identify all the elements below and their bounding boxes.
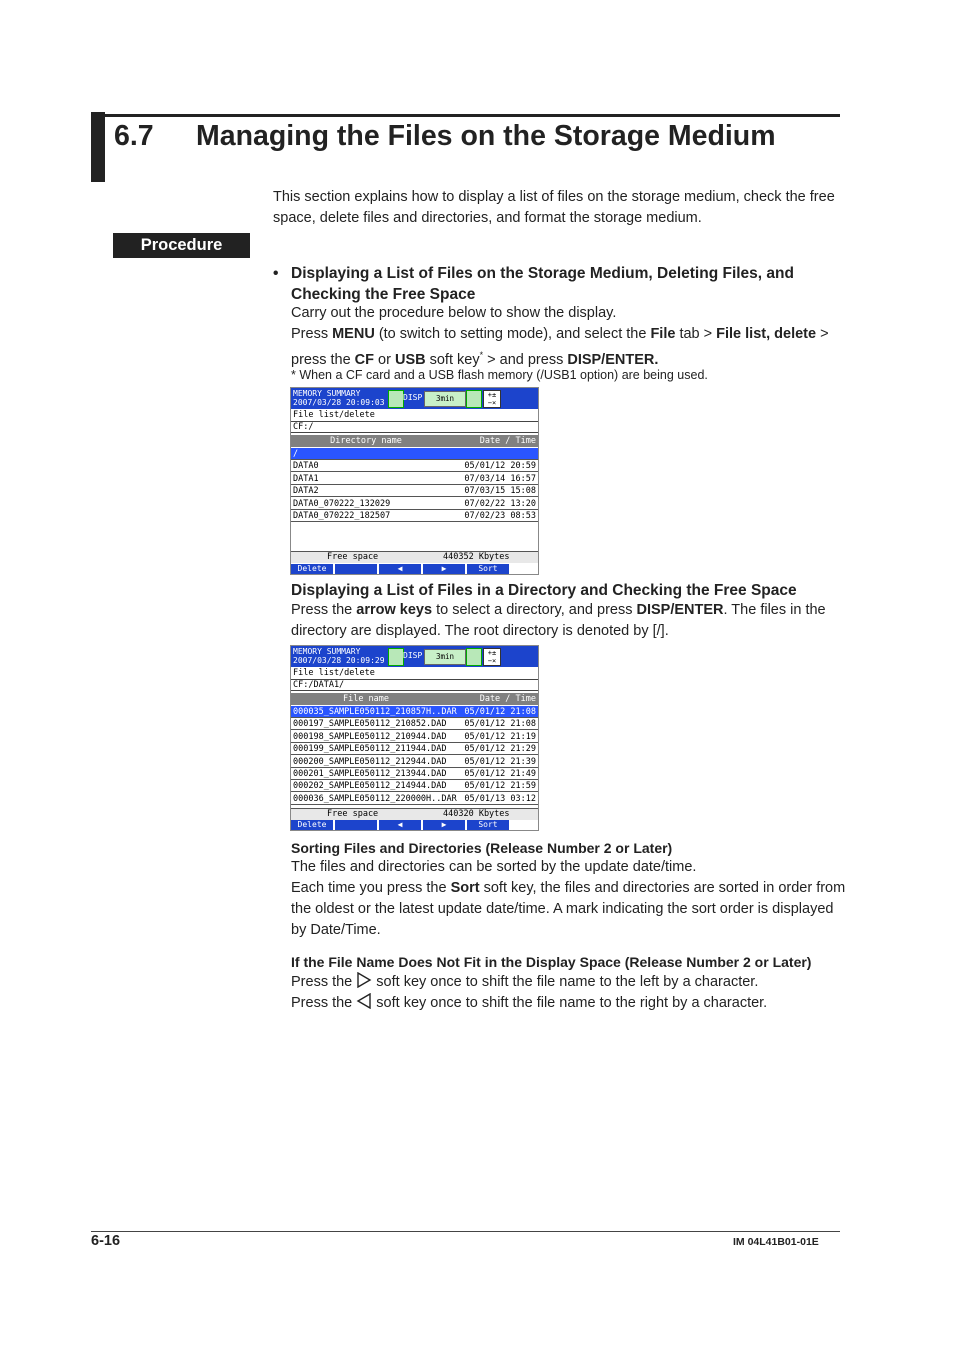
heading-rule bbox=[105, 114, 840, 117]
free-space: Free space 440352 Kbytes bbox=[291, 551, 538, 563]
section4-p2: Press the soft key once to shift the file name to the right by a character. bbox=[291, 995, 768, 1011]
file-row[interactable] bbox=[291, 485, 538, 497]
bullet: • bbox=[273, 265, 279, 282]
file-name: / bbox=[293, 449, 299, 459]
section4-body bbox=[291, 972, 767, 1014]
file-row[interactable] bbox=[291, 731, 538, 743]
screen-title: MEMORY SUMMARY bbox=[293, 647, 361, 656]
right-key[interactable]: ▶ bbox=[423, 564, 465, 574]
screen-path: CF:/ bbox=[291, 421, 538, 433]
page-title bbox=[114, 120, 776, 153]
section1-p3: press the CF or USB soft key* > and press DISP/ENTER. bbox=[291, 350, 659, 368]
section4-title: If the File Name Does Not Fit in the Display Space (Release Number 2 or Later) bbox=[291, 954, 812, 970]
section1-title bbox=[273, 263, 794, 305]
file-row[interactable] bbox=[291, 448, 538, 460]
section1-title-line2: Checking the Free Space bbox=[291, 286, 476, 303]
section2-body bbox=[291, 600, 826, 642]
file-name: 000035_SAMPLE050112_210857H..DAR bbox=[293, 707, 457, 717]
right-key[interactable]: ▶ bbox=[423, 820, 465, 830]
sort-key[interactable]: Sort bbox=[467, 564, 509, 574]
section-number: 6.7 bbox=[114, 120, 154, 152]
disp-label: DISP bbox=[403, 393, 423, 402]
delete-key[interactable]: Delete bbox=[291, 820, 333, 830]
file-name: 000198_SAMPLE050112_210944.DAD bbox=[293, 731, 447, 742]
file-list-screen-2 bbox=[290, 645, 539, 831]
screen-time: 2007/03/28 20:09:03 bbox=[293, 398, 385, 407]
file-date: 05/01/12 21:39 bbox=[464, 756, 536, 767]
file-name: DATA2 bbox=[293, 486, 319, 497]
file-name: 000197_SAMPLE050112_210852.DAD bbox=[293, 719, 447, 730]
section1-p1: Carry out the procedure below to show the display. bbox=[291, 305, 617, 321]
footnote: * When a CF card and a USB flash memory (/USB1 option) are being used. bbox=[291, 368, 708, 382]
file-date: 05/01/13 03:12 bbox=[464, 793, 536, 804]
soft-keys bbox=[291, 820, 538, 830]
file-row[interactable] bbox=[291, 706, 538, 718]
section3-title: Sorting Files and Directories (Release Number 2 or Later) bbox=[291, 840, 673, 856]
screen-time: 2007/03/28 20:09:29 bbox=[293, 656, 385, 665]
screen-title: MEMORY SUMMARY bbox=[293, 389, 361, 398]
file-row[interactable] bbox=[291, 756, 538, 768]
screen-status-bar bbox=[291, 646, 538, 667]
section3-p3: the oldest or the latest update date/time. A mark indicating the sort order is displayed bbox=[291, 901, 834, 917]
camera-icon bbox=[466, 648, 482, 666]
screen-column-header: File name Date / Time bbox=[291, 693, 538, 705]
file-date: 05/01/12 21:29 bbox=[464, 744, 536, 755]
intro-paragraph bbox=[273, 187, 835, 229]
camera-icon bbox=[466, 390, 482, 408]
file-name: DATA0_070222_182507 bbox=[293, 511, 391, 521]
math-icon: +±−× bbox=[483, 390, 501, 408]
footer-rule bbox=[91, 1231, 840, 1232]
section4-p1: Press the soft key once to shift the file name to the left by a character. bbox=[291, 974, 759, 990]
left-key[interactable]: ◀ bbox=[379, 564, 421, 574]
section2-p1: Press the arrow keys to select a directory, and press DISP/ENTER. The files in the bbox=[291, 602, 826, 618]
file-row[interactable] bbox=[291, 510, 538, 522]
file-date: 07/03/15 15:08 bbox=[464, 486, 536, 497]
procedure-label: Procedure bbox=[113, 233, 250, 258]
blank-key[interactable] bbox=[335, 564, 377, 574]
screen-menu-title: File list/delete bbox=[293, 410, 375, 420]
file-name: DATA1 bbox=[293, 473, 319, 484]
file-name: 000199_SAMPLE050112_211944.DAD bbox=[293, 744, 447, 755]
sort-key[interactable]: Sort bbox=[467, 820, 509, 830]
file-name: 000201_SAMPLE050112_213944.DAD bbox=[293, 769, 447, 779]
display-icon bbox=[388, 648, 404, 666]
file-row[interactable] bbox=[291, 780, 538, 792]
rate-indicator: 3min bbox=[424, 391, 466, 407]
section1-title-line1: Displaying a List of Files on the Storage Medium, Deleting Files, and bbox=[291, 265, 794, 282]
left-triangle-icon bbox=[356, 993, 372, 1009]
delete-key[interactable]: Delete bbox=[291, 564, 333, 574]
file-date: 05/01/12 20:59 bbox=[464, 461, 536, 472]
section3-p1: The files and directories can be sorted by the update date/time. bbox=[291, 859, 697, 875]
screen-menu-title: File list/delete bbox=[293, 668, 375, 678]
screen-path: CF:/DATA1/ bbox=[291, 679, 538, 691]
display-icon bbox=[388, 390, 404, 408]
file-name: 000200_SAMPLE050112_212944.DAD bbox=[293, 756, 447, 767]
section-title: Managing the Files on the Storage Medium bbox=[196, 120, 776, 152]
file-row[interactable] bbox=[291, 793, 538, 805]
file-date: 05/01/12 21:08 bbox=[464, 707, 536, 717]
left-key[interactable]: ◀ bbox=[379, 820, 421, 830]
file-row[interactable] bbox=[291, 768, 538, 780]
heading-bar bbox=[91, 112, 105, 182]
file-name: DATA0_070222_132029 bbox=[293, 498, 391, 509]
page-number: 6-16 bbox=[91, 1233, 121, 1249]
section3-body bbox=[291, 857, 845, 941]
math-icon: +±−× bbox=[483, 648, 501, 666]
file-row[interactable] bbox=[291, 460, 538, 472]
section1-body bbox=[291, 303, 829, 371]
file-date: 07/02/23 08:53 bbox=[464, 511, 536, 521]
file-name: 000202_SAMPLE050112_214944.DAD bbox=[293, 781, 447, 792]
file-row[interactable] bbox=[291, 473, 538, 485]
file-date: 05/01/12 21:49 bbox=[464, 769, 536, 779]
screen-column-header: Directory name Date / Time bbox=[291, 435, 538, 447]
file-row[interactable] bbox=[291, 743, 538, 755]
right-triangle-icon bbox=[356, 972, 372, 988]
file-date: 05/01/12 21:08 bbox=[464, 719, 536, 730]
section2-p2: directory are displayed. The root directory is denoted by [/]. bbox=[291, 623, 669, 639]
section3-p2: Each time you press the Sort soft key, the files and directories are sorted in order from bbox=[291, 880, 846, 896]
file-date: 05/01/12 21:19 bbox=[464, 731, 536, 742]
rate-indicator: 3min bbox=[424, 649, 466, 665]
section1-p2: Press MENU (to switch to setting mode), and select the File tab > File list, delete > bbox=[291, 326, 829, 342]
free-space: Free space 440320 Kbytes bbox=[291, 808, 538, 820]
intro-line-1: This section explains how to display a list of files on the storage medium, check the free bbox=[273, 189, 835, 205]
section3-p4: by Date/Time. bbox=[291, 922, 381, 938]
intro-line-2: space, delete files and directories, and format the storage medium. bbox=[273, 210, 702, 226]
disp-label: DISP bbox=[403, 651, 423, 660]
file-date: 07/03/14 16:57 bbox=[464, 473, 536, 484]
soft-keys bbox=[291, 564, 538, 574]
file-row[interactable] bbox=[291, 718, 538, 730]
file-name: 000036_SAMPLE050112_220000H..DAR bbox=[293, 793, 457, 804]
file-date: 05/01/12 21:59 bbox=[464, 781, 536, 792]
file-list-screen-1 bbox=[290, 387, 539, 575]
screen-status-bar bbox=[291, 388, 538, 409]
document-id: IM 04L41B01-01E bbox=[733, 1236, 819, 1248]
blank-key[interactable] bbox=[335, 820, 377, 830]
section2-title: Displaying a List of Files in a Directory and Checking the Free Space bbox=[291, 582, 797, 599]
file-row[interactable] bbox=[291, 498, 538, 510]
file-date: 07/02/22 13:20 bbox=[464, 498, 536, 509]
file-name: DATA0 bbox=[293, 461, 319, 472]
